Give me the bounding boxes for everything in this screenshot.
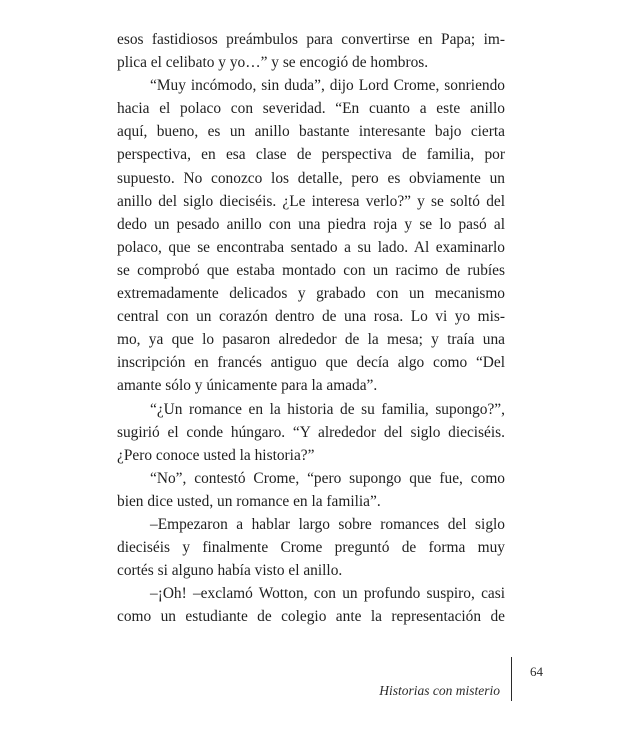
text-line: mo, ya que lo pasaron alrededor de la mesa; y traía una bbox=[117, 331, 505, 349]
text-line: ¿Pero conoce usted la historia?” bbox=[117, 446, 315, 464]
page-number: 64 bbox=[530, 664, 543, 679]
text-line: dedo un pesado anillo con una piedra roja y se lo pasó al bbox=[117, 215, 505, 233]
body-text bbox=[117, 28, 505, 628]
text-line: plica el celibato y yo…” y se encogió de hombros. bbox=[117, 54, 429, 72]
text-line: supuesto. No conozco los detalle, pero es obviamente un bbox=[117, 169, 505, 187]
text-line: polaco, que se encontraba sentado a su lado. Al examinarlo bbox=[117, 238, 505, 256]
book-title: Historias con misterio bbox=[379, 683, 500, 698]
text-line: central con un corazón dentro de una rosa. Lo vi yo mis- bbox=[117, 308, 505, 326]
text-line: como un estudiante de colegio ante la representación de bbox=[117, 608, 505, 626]
text-line: aquí, bueno, es un anillo bastante interesante bajo cierta bbox=[117, 123, 505, 141]
text-line: “No”, contestó Crome, “pero supongo que fue, como bbox=[150, 469, 505, 487]
text-line: inscripción en francés antiguo que decía algo como “Del bbox=[117, 354, 505, 372]
text-line: sugirió el conde húngaro. “Y alrededor del siglo dieciséis. bbox=[117, 423, 505, 441]
text-line: hacia el polaco con severidad. “En cuanto a este anillo bbox=[117, 100, 505, 118]
text-line: perspectiva, en esa clase de perspectiva de familia, por bbox=[117, 146, 505, 164]
text-line: –Empezaron a hablar largo sobre romances del siglo bbox=[150, 515, 505, 533]
text-line: amante sólo y únicamente para la amada”. bbox=[117, 377, 378, 395]
text-line: esos fastidiosos preámbulos para convertirse en Papa; im- bbox=[117, 31, 505, 48]
text-line: se comprobó que estaba montado con un racimo de rubíes bbox=[117, 261, 505, 279]
text-line: extremadamente delicados y grabado con un mecanismo bbox=[117, 285, 505, 303]
footer-divider bbox=[511, 657, 512, 701]
text-line: “¿Un romance en la historia de su familia, supongo?”, bbox=[150, 400, 505, 418]
text-line: –¡Oh! –exclamó Wotton, con un profundo suspiro, casi bbox=[150, 585, 505, 603]
text-line: cortés si alguno había visto el anillo. bbox=[117, 562, 343, 580]
text-line: anillo del siglo dieciséis. ¿Le interesa verlo?” y se soltó del bbox=[117, 192, 505, 210]
text-line: bien dice usted, un romance en la familia”. bbox=[117, 492, 381, 510]
text-line: dieciséis y finalmente Crome preguntó de forma muy bbox=[117, 539, 505, 557]
text-line: “Muy incómodo, sin duda”, dijo Lord Crome, sonriendo bbox=[150, 77, 505, 95]
